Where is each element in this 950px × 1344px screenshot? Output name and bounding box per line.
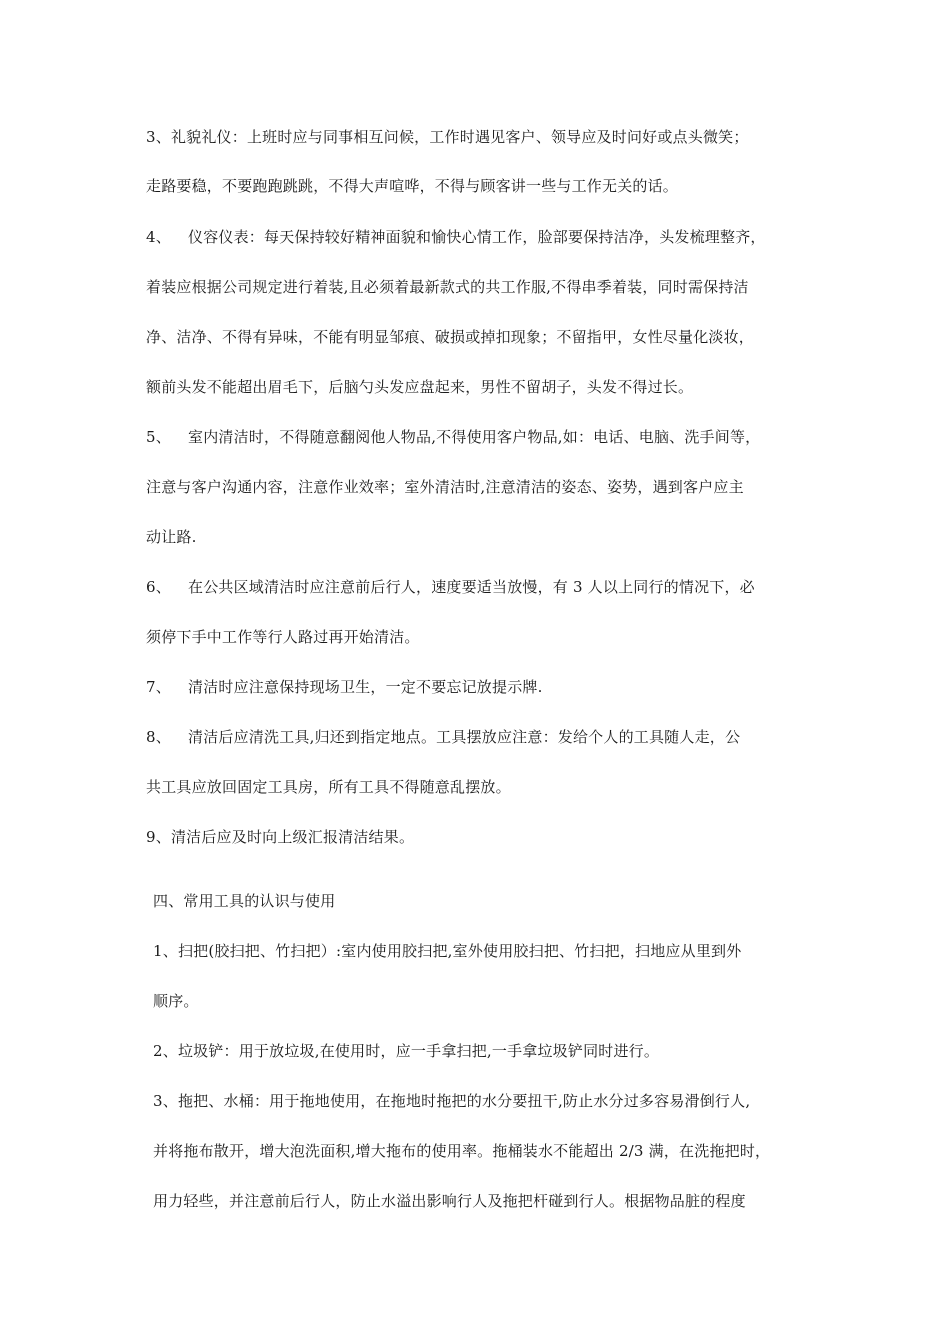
list-number: 5、 — [146, 428, 171, 446]
list-item-2: 2、垃圾铲：用于放垃圾,在使用时，应一手拿扫把,一手拿垃圾铲同时进行。 — [153, 1042, 660, 1060]
list-item-8: 8、 清洁后应清洗工具,归还到指定地点。工具摆放应注意：发给个人的工具随人走，公 — [146, 728, 741, 746]
paragraph-line: 注意与客户沟通内容，注意作业效率；室外清洁时,注意清洁的姿态、姿势，遇到客户应主 — [146, 478, 744, 496]
list-item-7: 7、 清洁时应注意保持现场卫生，一定不要忘记放提示牌. — [146, 678, 543, 696]
paragraph-line: 顺序。 — [153, 992, 199, 1010]
list-item-5: 5、 室内清洁时，不得随意翻阅他人物品,不得使用客户物品,如：电话、电脑、洗手间等， — [146, 428, 761, 446]
list-number: 8、 — [146, 728, 171, 746]
paragraph-line: 额前头发不能超出眉毛下，后脑勺头发应盘起来，男性不留胡子，头发不得过长。 — [146, 378, 694, 396]
paragraph-line: 须停下手中工作等行人路过再开始清洁。 — [146, 628, 420, 646]
list-number: 7、 — [146, 678, 171, 696]
section-heading: 四、常用工具的认识与使用 — [153, 892, 336, 910]
list-item-4: 4、 仪容仪表：每天保持较好精神面貌和愉快心情工作，脸部要保持洁净，头发梳理整齐， — [146, 228, 766, 246]
paragraph-line: 净、洁净、不得有异味，不能有明显邹痕、破损或掉扣现象；不留指甲，女性尽量化淡妆， — [146, 328, 755, 346]
paragraph-line: 着装应根据公司规定进行着装,且必须着最新款式的共工作服,不得串季着装，同时需保持洁 — [146, 278, 749, 296]
list-item-1: 1、扫把(胶扫把、竹扫把）:室内使用胶扫把,室外使用胶扫把、竹扫把，扫地应从里到外 — [153, 942, 742, 960]
paragraph-line: 并将拖布散开，增大泡洗面积,增大拖布的使用率。拖桶装水不能超出 2/3 满，在洗拖把时， — [153, 1142, 771, 1160]
paragraph-line: 用力轻些，并注意前后行人，防止水溢出影响行人及拖把杆碰到行人。根据物品脏的程度 — [153, 1192, 746, 1210]
paragraph-line: 动让路. — [146, 528, 197, 546]
list-number: 6、 — [146, 578, 171, 596]
list-item-9: 9、清洁后应及时向上级汇报清洁结果。 — [146, 828, 415, 846]
list-number: 4、 — [146, 228, 171, 246]
paragraph-line: 共工具应放回固定工具房，所有工具不得随意乱摆放。 — [146, 778, 511, 796]
paragraph-line: 走路要稳，不要跑跑跳跳，不得大声喧哗，不得与顾客讲一些与工作无关的话。 — [146, 177, 679, 195]
list-item-6: 6、 在公共区域清洁时应注意前后行人，速度要适当放慢，有 3 人以上同行的情况下，必 — [146, 578, 755, 596]
list-item-3: 3、拖把、水桶：用于拖地使用，在拖地时拖把的水分要扭干,防止水分过多容易滑倒行人, — [153, 1092, 751, 1110]
paragraph-line: 3、礼貌礼仪：上班时应与同事相互问候，工作时遇见客户、领导应及时问好或点头微笑； — [146, 128, 749, 146]
